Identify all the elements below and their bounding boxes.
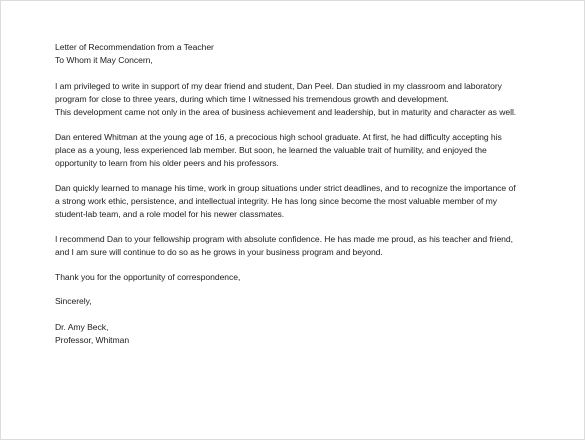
paragraph-1	[55, 80, 560, 119]
paragraph-1-line-3: This development came not only in the area of business achievement and leadership, but in maturity and character as well.	[55, 107, 517, 117]
paragraph-3	[55, 182, 560, 221]
closing-text: Sincerely,	[55, 296, 92, 306]
paragraph-4-line-1: I recommend Dan to your fellowship program with absolute confidence. He has made me proud, as his teacher and friend,	[55, 234, 513, 244]
paragraph-5-line-1: Thank you for the opportunity of correspondence,	[55, 272, 241, 282]
paragraph-2-line-1: Dan entered Whitman at the young age of 16, a precocious high school graduate. At first, he had difficulty accepting his	[55, 132, 502, 142]
paragraph-1-line-1: I am privileged to write in support of my dear friend and student, Dan Peel. Dan studied in my classroom and laboratory	[55, 81, 502, 91]
paragraph-1-line-2: program for close to three years, during which time I witnessed his tremendous growth and development.	[55, 94, 449, 104]
letter-content	[55, 41, 560, 347]
signature-title: Professor, Whitman	[55, 335, 130, 345]
paragraph-5	[55, 271, 560, 284]
paragraph-2	[55, 131, 560, 170]
paragraph-4	[55, 233, 560, 259]
letter-title: Letter of Recommendation from a Teacher	[55, 42, 214, 52]
signature-block	[55, 321, 560, 347]
signature-name: Dr. Amy Beck,	[55, 322, 109, 332]
paragraph-3-line-1: Dan quickly learned to manage his time, work in group situations under strict deadlines, and to recognize the importance of	[55, 183, 516, 193]
paragraph-3-line-3: student-lab team, and a role model for his newer classmates.	[55, 209, 285, 219]
letter-salutation: To Whom it May Concern,	[55, 55, 153, 65]
paragraph-3-line-2: a strong work ethic, persistence, and intellectual integrity. He has long since become the most valuable member of my	[55, 196, 498, 206]
paragraph-4-line-2: and I am sure will continue to do so as he grows in your business program and beyond.	[55, 247, 383, 257]
paragraph-2-line-2: place as a young, less experienced lab member. But soon, he learned the valuable trait of humility, and enjoyed the	[55, 145, 487, 155]
letter-header	[55, 41, 560, 67]
paragraph-2-line-3: opportunity to learn from his older peers and his professors.	[55, 158, 279, 168]
closing-block	[55, 295, 560, 308]
